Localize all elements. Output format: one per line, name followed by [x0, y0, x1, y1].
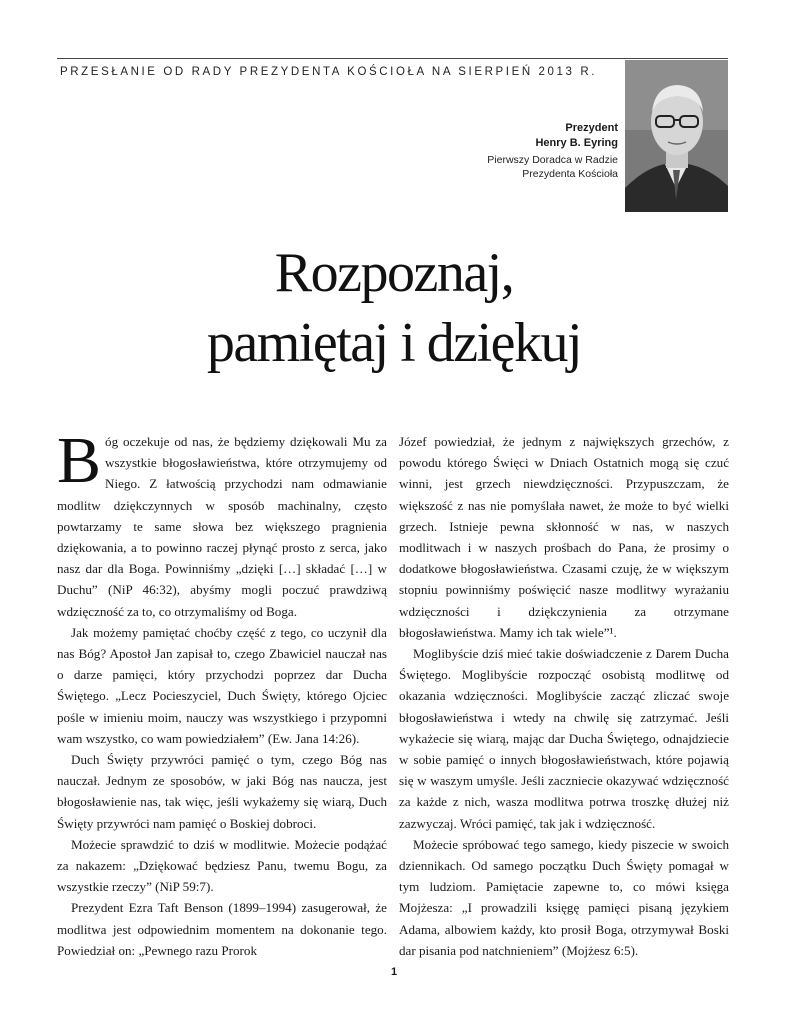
drop-cap: B [57, 424, 102, 497]
author-name: Henry B. Eyring [535, 137, 618, 149]
author-info [388, 121, 618, 181]
author-position-line1: Pierwszy Doradca w Radzie [487, 154, 618, 166]
paragraph [57, 424, 387, 622]
article-left-column [57, 424, 387, 961]
article-right-column [399, 431, 729, 961]
paragraph: Duch Święty przywróci pamięć o tym, czego Bóg nas nauczał. Jednym ze sposobów, w jaki Bóg nas naucza, jest błogosławienie nas, tak więc, jeśli wykażemy się wiarą, Duch Święty przywróci nam pamięć o Boskiej dobroci. [57, 752, 387, 831]
author-position [388, 153, 618, 181]
header-title: PRZESŁANIE OD RADY PREZYDENTA KOŚCIOŁA NA SIERPIEŃ 2013 R. [60, 66, 598, 78]
author-role: Prezydent [565, 122, 618, 134]
page-number: 1 [390, 966, 398, 978]
author-position-line2: Prezydenta Kościoła [522, 168, 618, 180]
article-title-line1: Rozpoznaj, [274, 242, 514, 304]
author-photo [625, 60, 728, 212]
paragraph: Prezydent Ezra Taft Benson (1899–1994) zasugerował, że modlitwa jest odpowiednim momentem na dokonanie tego. Powiedział on: „Pewnego razu Prorok [57, 900, 387, 958]
paragraph-text: óg oczekuje od nas, że będziemy dziękowali Mu za wszystkie błogosławieństwa, które otrzymujemy od Niego. Z łatwością przychodzi nam odmawianie modlitw dziękczynnych w sposób machinalny, często powtarzamy te same słowa bez większego pragnienia dziękowania, a to powinno raczej płynąć prosto z serca, jako nasz dar dla Boga. Powinniśmy „dzięki […] składać […] w Duchu” (NiP 46:32), abyśmy mogli poczuć prawdziwą wdzięczność za to, co otrzymaliśmy od Boga. [57, 434, 387, 619]
paragraph: Możecie spróbować tego samego, kiedy piszecie w swoich dziennikach. Od samego początku Duch Święty pomagał w tym ludziom. Pamiętacie zapewne to, co mówi księga Mojżesza: „I prowadzili księgę pamięci pisaną językiem Adama, albowiem każdy, kto prosił Boga, otrzymywał Boski dar pisania pod natchnieniem” (Mojżesz 6:5). [399, 836, 729, 958]
header-rule [57, 58, 728, 59]
author-portrait-icon [625, 60, 728, 212]
paragraph: Moglibyście dziś mieć takie doświadczenie z Darem Ducha Świętego. Moglibyście rozpocząć osobistą modlitwę od okazania wdzięczności. Moglibyście zacząć zliczać swoje błogosławieństwa i wtedy na chwilę się zatrzymać. Jeśli wykażecie się wiarą, mając dar Ducha Świętego, odnajdziecie w sobie pamięć o innych błogosławieństwach, które pojawią się w waszym umyśle. Jeśli zaczniecie okazywać wdzięczność za każde z nich, wasza modlitwa potrwa troszkę dłużej niż zazwyczaj. Wróci pamięć, tak jak i wdzięczność. [399, 646, 729, 831]
article-title-line2: pamiętaj i dziękuj [206, 312, 582, 374]
article-title [0, 238, 788, 378]
paragraph: Józef powiedział, że jednym z największych grzechów, z powodu którego Święci w Dniach Ostatnich mogą się czuć winni, jest grzech niewdzięczności. Przypuszczam, że większość z nas nie pomyślała nawet, że może to być wielki grzech. Istnieje pewna skłonność w nas, w naszych modlitwach i w naszych prośbach do Pana, że prosimy o dodatkowe błogosławieństwa. Czasami czuję, że w większym stopniu powinniśmy poświęcić nasze modlitwy wyrażaniu wdzięczności i dziękczynienia za otrzymane błogosławieństwa. Mamy ich tak wiele”¹. [399, 434, 729, 640]
paragraph: Jak możemy pamiętać choćby część z tego, co uczynił dla nas Bóg? Apostoł Jan zapisał to, czego Zbawiciel nauczał nas o darze pamięci, który przychodzi poprzez dar Ducha Świętego. „Lecz Pocieszyciel, Duch Święty, którego Ojciec pośle w imieniu moim, nauczy was wszystkiego i przypomni wam wszystko, co wam powiedziałem” (Ew. Jana 14:26). [57, 624, 387, 746]
paragraph: Możecie sprawdzić to dziś w modlitwie. Możecie podążać za nakazem: „Dziękować będziesz Panu, twemu Bogu, za wszystkie rzeczy” (NiP 59:7). [57, 836, 387, 895]
